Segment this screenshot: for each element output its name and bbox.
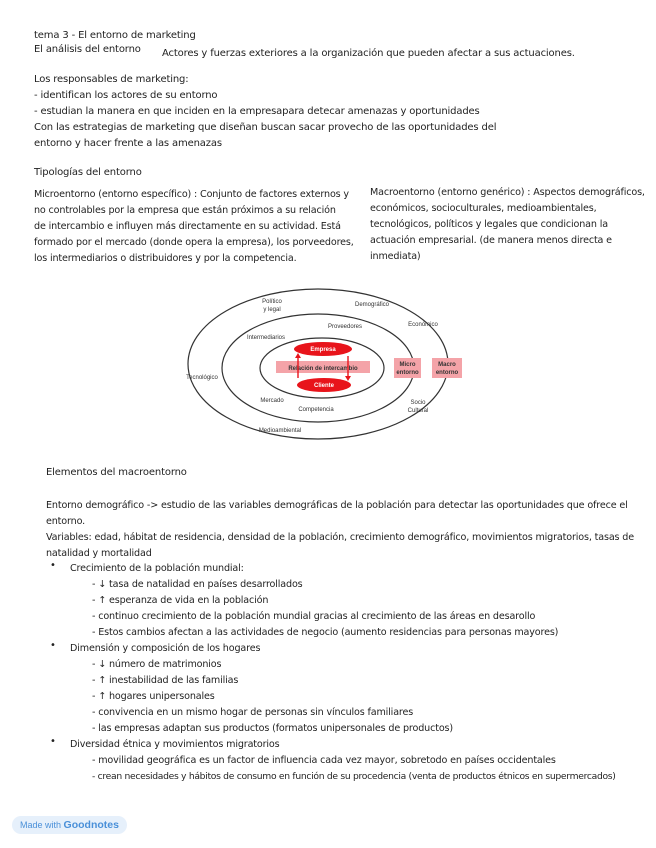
goodnotes-brand: Goodnotes bbox=[63, 819, 119, 831]
responsables-line: - estudian la manera en que inciden en la empresapara detecar amenazas y oportunidades bbox=[34, 106, 480, 117]
bullet-item: - ↑ inestabilidad de las familias bbox=[92, 675, 239, 686]
label-demografico: Demográfico bbox=[354, 302, 390, 308]
label-cliente: Cliente bbox=[313, 383, 335, 389]
responsables-line: Con las estrategias de marketing que diseñan buscan sacar provecho de las oportunidades del bbox=[34, 122, 497, 133]
demografico-line: entorno. bbox=[46, 516, 86, 527]
bullet-item: - continuo crecimiento de la población mundial gracias al crecimiento de las áreas en desarollo bbox=[92, 611, 536, 622]
legend-micro-1: Micro bbox=[399, 362, 416, 368]
bullet-item: - ↓ tasa de natalidad en países desarrollados bbox=[92, 579, 303, 590]
macro-line: económicos, socioculturales, medioambientales, bbox=[370, 203, 597, 214]
elementos-title: Elementos del macroentorno bbox=[46, 467, 187, 478]
bullet-item: - movilidad geográfica es un factor de influencia cada vez mayor, sobretodo en países occidentales bbox=[92, 755, 556, 766]
legend-micro-2: entorno bbox=[396, 370, 419, 376]
label-intermediarios: Intermediarios bbox=[246, 335, 286, 341]
variables-line: natalidad y mortalidad bbox=[46, 548, 152, 559]
macro-line: Macroentorno (entorno genérico) : Aspectos demográficos, bbox=[370, 187, 645, 198]
micro-line: no controlables por la empresa que están próximos a su relación bbox=[34, 205, 336, 216]
bullet-title: Dimensión y composición de los hogares bbox=[70, 643, 261, 654]
bullet-item: - ↑ esperanza de vida en la población bbox=[92, 595, 269, 606]
bullet-title: Diversidad étnica y movimientos migratorios bbox=[70, 739, 280, 750]
responsables-line: entorno y hacer frente a las amenazas bbox=[34, 138, 222, 149]
subtitle: El análisis del entorno bbox=[34, 44, 141, 55]
bullet-dot: • bbox=[50, 560, 56, 571]
demografico-line: Entorno demográfico -> estudio de las variables demográficas de la población para detectar las oportunidades que ofrece el bbox=[46, 500, 628, 511]
label-socio-2: Cultural bbox=[407, 408, 429, 414]
bullet-item: - las empresas adaptan sus productos (formatos unipersonales de productos) bbox=[92, 723, 453, 734]
bullet-item: - crean necesidades y hábitos de consumo en función de su procedencia (venta de productos étnicos en supermercados) bbox=[92, 771, 616, 782]
label-socio-1: Socio bbox=[410, 400, 426, 406]
label-economico: Económico bbox=[408, 322, 438, 328]
macro-line: tecnológicos, políticos y legales que condicionan la bbox=[370, 219, 608, 230]
topic-title: tema 3 - El entorno de marketing bbox=[34, 30, 196, 41]
label-politico-2: y legal bbox=[263, 307, 281, 313]
macro-line: inmediata) bbox=[370, 251, 421, 262]
responsables-line: - identifican los actores de su entorno bbox=[34, 90, 218, 101]
micro-line: de intercambio e influyen más directamente en su actividad. Está bbox=[34, 221, 341, 232]
label-tecnologico: Tecnológico bbox=[186, 375, 218, 381]
bullet-title: Crecimiento de la población mundial: bbox=[70, 563, 244, 574]
definition: Actores y fuerzas exteriores a la organización que pueden afectar a sus actuaciones. bbox=[162, 48, 575, 59]
made-with-label: Made with bbox=[20, 820, 62, 830]
micro-line: los intermediarios o distribuidores y por la competencia. bbox=[34, 253, 297, 264]
bullet-item: - ↑ hogares unipersonales bbox=[92, 691, 215, 702]
entorno-diagram bbox=[176, 282, 466, 444]
legend-macro-1: Macro bbox=[438, 362, 456, 368]
label-mercado: Mercado bbox=[260, 398, 284, 404]
micro-line: Microentorno (entorno específico) : Conjunto de factores externos y bbox=[34, 189, 349, 200]
label-empresa: Empresa bbox=[310, 347, 336, 353]
legend-macro-2: entorno bbox=[435, 370, 459, 376]
label-proveedores: Proveedores bbox=[327, 324, 363, 330]
goodnotes-badge[interactable] bbox=[12, 816, 127, 834]
micro-line: formado por el mercado (donde opera la empresa), los porveedores, bbox=[34, 237, 354, 248]
tipologias-title: Tipologías del entorno bbox=[34, 167, 142, 178]
bullet-dot: • bbox=[50, 736, 56, 747]
label-medioambiental: Medioambiental bbox=[258, 428, 302, 434]
label-competencia: Competencia bbox=[298, 407, 334, 413]
bullet-item: - Estos cambios afectan a las actividades de negocio (aumento residencias para personas mayores) bbox=[92, 627, 559, 638]
bullet-item: - ↓ número de matrimonios bbox=[92, 659, 222, 670]
variables-line: Variables: edad, hábitat de residencia, densidad de la población, crecimiento demográfico, movimientos migratorios, tasas de bbox=[46, 532, 634, 543]
label-relacion: Relación de intercambio bbox=[288, 366, 358, 372]
bullet-dot: • bbox=[50, 640, 56, 651]
label-politico-1: Político bbox=[262, 299, 282, 305]
bullet-item: - convivencia en un mismo hogar de personas sin vínculos familiares bbox=[92, 707, 414, 718]
responsables-title: Los responsables de marketing: bbox=[34, 74, 189, 85]
macro-line: actuación empresarial. (de manera menos directa e bbox=[370, 235, 612, 246]
